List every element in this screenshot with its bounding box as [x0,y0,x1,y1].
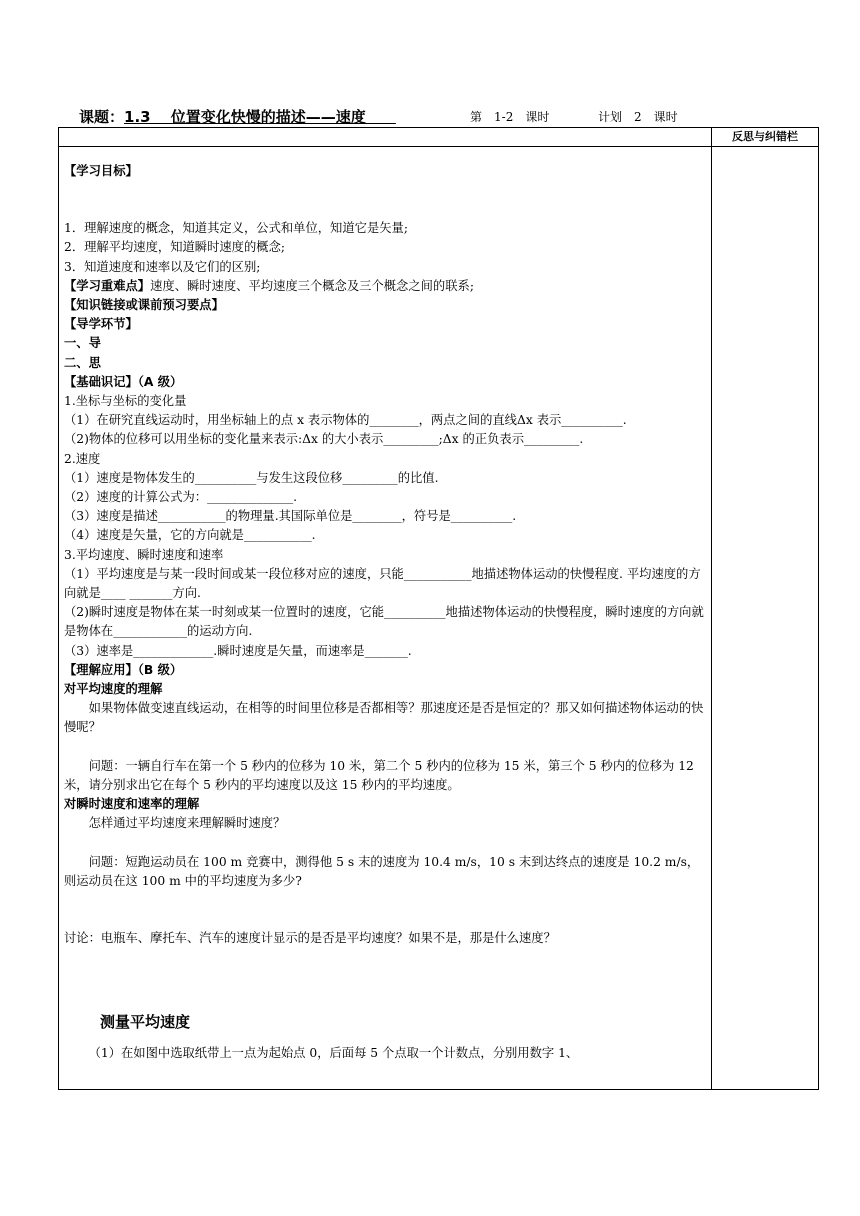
objective-item: 3．知道速度和速率以及它们的区别; [64,259,261,274]
subsection-coordinates: 1.坐标与坐标的变化量 [64,394,187,409]
section-heading-basic: 【基础识记】（A 级） [64,374,183,389]
topic-heading-measure: 测量平均速度 [100,1013,191,1032]
reflection-column [712,128,818,1089]
section-heading-key: 【学习重难点】 [64,278,151,293]
topic-heading-average: 对平均速度的理解 [64,682,163,697]
part-heading-2: 二、思 [64,355,101,370]
worksheet-content [64,162,709,1063]
section-heading-objectives: 【学习目标】 [64,164,138,178]
key-points [64,277,709,296]
fill-blank-item: （3）速率是_____________.瞬时速度是矢量，而速率是_______. [64,643,412,658]
topic-heading-instant: 对瞬时速度和速率的理解 [64,797,200,812]
objective-item: 1．理解速度的概念，知道其定义，公式和单位，知道它是矢量; [64,221,408,236]
section-heading-apply: 【理解应用】（B 级） [64,662,183,677]
header-row-divider [59,146,711,147]
fill-blank-item: （2)瞬时速度是物体在某一时刻或某一位置时的速度，它能__________地描述物体运动的快慢程度，瞬时速度的方向就是物体在____________的运动方向. [64,605,704,639]
problem-text: 问题：一辆自行车在第一个 5 秒内的位移为 10 米，第二个 5 秒内的位移为 15 米，第三个 5 秒内的位移为 12 米，请分别求出它在每个 5 秒内的平均速度以及这 15 秒内的平均速度。 [64,758,694,792]
question-text: 怎样通过平均速度来理解瞬时速度？ [88,816,286,831]
lesson-plan: 计划 2 课时 [598,110,678,124]
objective-item: 2．理解平均速度，知道瞬时速度的概念; [64,240,286,255]
subsection-speed: 2.速度 [64,451,101,466]
lesson-header [79,106,719,128]
measure-step: （1）在如图中选取纸带上一点为起始点 0，后面每 5 个点取一个计数点，分别用数字 1、 [88,1046,579,1061]
fill-blank-item: （4）速度是矢量，它的方向就是___________. [64,528,316,543]
lesson-title [79,106,396,127]
key-points-text: 速度、瞬时速度、平均速度三个概念及三个概念之间的联系; [150,278,474,293]
fill-blank-item: （3）速度是描述___________的物理量.其国际单位是________，符号是__________. [64,509,517,524]
subsection-average-instant: 3.平均速度、瞬时速度和速率 [64,547,224,562]
fill-blank-item: （1）平均速度是与某一段时间或某一段位移对应的速度，只能___________地描述物体运动的快慢程度. 平均速度的方向就是____ _______方向. [64,566,701,601]
title-topic: 1.3 位置变化快慢的描述——速度 [124,108,396,126]
main-column [59,128,712,1089]
worksheet-table [58,127,819,1090]
title-prefix: 课题： [79,108,125,126]
fill-blank-item: （2）速度的计算公式为：______________. [64,490,298,505]
discussion-text: 讨论：电瓶车、摩托车、汽车的速度计显示的是否是平均速度？如果不是，那是什么速度？ [64,930,556,945]
problem-text: 问题：短跑运动员在 100 m 竞赛中，测得他 5 s 末的速度为 10.4 m/s，10 s 末到达终点的速度是 10.2 m/s，则运动员在这 100 m 中的平均速度为多少? [64,854,700,888]
reflection-column-title: 反思与纠错栏 [712,128,818,147]
section-heading-link: 【知识链接或课前预习要点】 [64,298,224,313]
fill-blank-item: （1）在研究直线运动时，用坐标轴上的点 x 表示物体的________，两点之间的直线Δx 表示__________. [64,413,627,428]
section-heading-guide: 【导学环节】 [64,317,138,332]
question-text: 如果物体做变速直线运动，在相等的时间里位移是否都相等？那速度还是否是恒定的？那又如何描述物体运动的快慢呢？ [64,701,704,735]
fill-blank-item: （2)物体的位移可以用坐标的变化量来表示:Δx 的大小表示_________;Δx 的正负表示_________. [64,432,584,447]
part-heading-1: 一、导 [64,336,101,351]
fill-blank-item: （1）速度是物体发生的__________与发生这段位移_________的比值. [64,470,439,485]
lesson-period: 第 1-2 课时 [470,110,550,124]
